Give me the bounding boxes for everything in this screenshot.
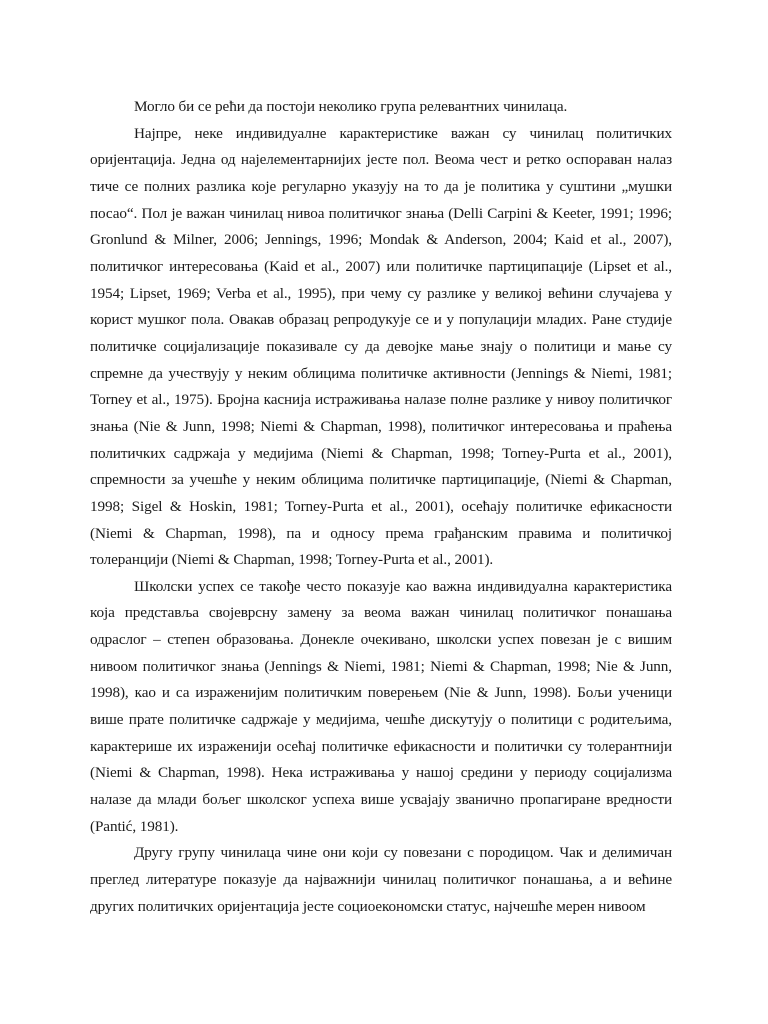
paragraph-family: Другу групу чинилаца чине они који су повезани с породицом. Чак и делимичан преглед литературе показује да најважнији чинилац политичког понашања, а и већине других политичких оријентација јесте социоекономски статус, најчешће мерен нивоом xyxy=(90,844,672,915)
paragraph-intro: Могло би се рећи да постоји неколико група релевантних чинилаца. xyxy=(134,98,568,115)
paragraph-gender: Најпре, неке индивидуалне карактеристике важан су чинилац политичких оријентација. Једна од најелементарнијих јесте пол. Веома чест и ретко оспораван налаз тиче се полних разлика које регуларно указују на то да је политика у суштини „мушки посао“. Пол је важан чинилац нивоа политичког знања (Delli Carpini & Keeter, 1991; 1996; Gronlund & Milner, 2006; Jennings, 1996; Mondak & Anderson, 2004; Kaid et al., 2007), политичког интересовања (Kaid et al., 2007) или политичке партиципације (Lipset et al., 1954; Lipset, 1969; Verba et al., 1995), при чему су разлике у великој већини случајева у корист мушког пола. Овакав образац репродукује се и у популацији младих. Ране студије политичке социјализације показивале су да девојке мање знају о политици и мање су спремне да учествују у неким облицима политичке активности (Jennings & Niemi, 1981; Torney et al., 1975). Бројна каснија истраживања налазе полне разлике у нивоу политичког знања (Nie & Junn, 1998; Niemi & Chapman, 1998), политичког интересовања и праћења политичких садржаја у медијима (Niemi & Chapman, 1998; Torney-Purta et al., 2001), спремности за учешће у неким облицима политичке партиципације, (Niemi & Chapman, 1998; Sigel & Hoskin, 1981; Torney-Purta et al., 2001), осећају политичке ефикасности (Niemi & Chapman, 1998), па и односу према грађанским правима и политичкој толеранцији (Niemi & Chapman, 1998; Torney-Purta et al., 2001). xyxy=(90,124,672,569)
document-page xyxy=(90,94,672,920)
paragraph-school-success: Школски успех се такође често показује као важна индивидуална карактеристика која представља својеврсну замену за веома важан чинилац политичког понашања одраслог – степен образовања. Донекле очекивано, школски успех повезан је с вишим нивоом политичког знања (Jennings & Niemi, 1981; Niemi & Chapman, 1998; Nie & Junn, 1998), као и са израженијим политичким поверењем (Nie & Junn, 1998). Бољи ученици више прате политичке садржаје у медијима, чешће дискутују о политици с родитељима, карактерише их израженији осећај политичке ефикасности и политички су толерантнији (Niemi & Chapman, 1998). Нека истраживања у нашој средини у периоду социјализма налазе да млади бољег школског успеха више усвајају званично пропагиране вредности (Pantić, 1981). xyxy=(90,577,672,835)
